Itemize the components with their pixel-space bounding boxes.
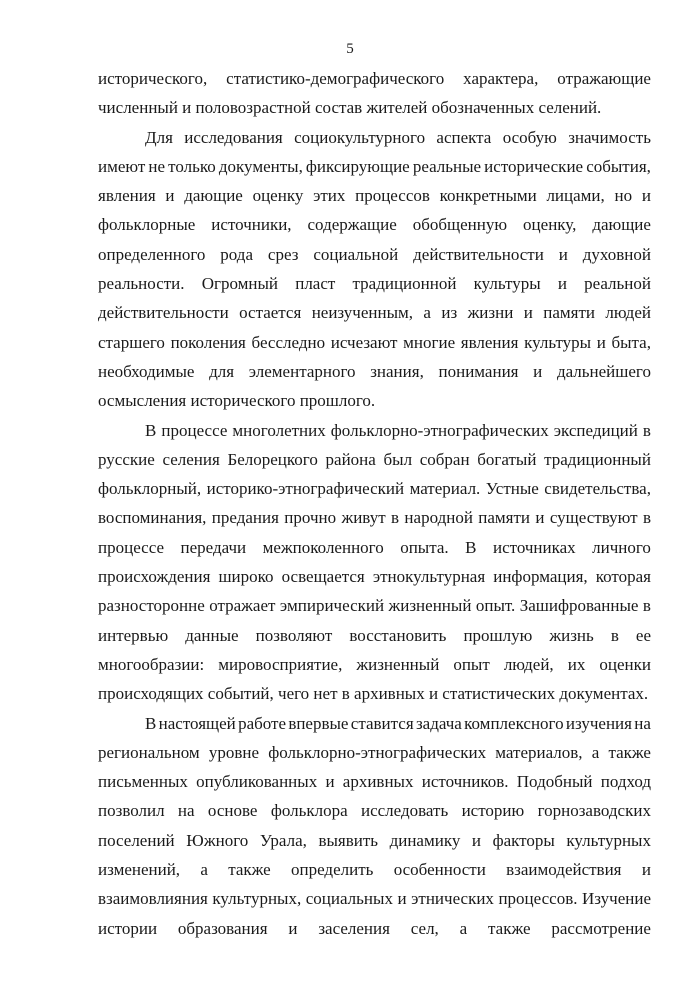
word: позволил xyxy=(98,801,165,821)
word: взаимовлияния xyxy=(98,889,208,909)
word: быта, xyxy=(611,332,651,352)
word: подход xyxy=(600,772,651,792)
word: понимания xyxy=(438,361,519,381)
word: а xyxy=(423,303,431,323)
text-line xyxy=(98,767,651,796)
text-line xyxy=(98,445,651,474)
word: памяти xyxy=(478,508,531,528)
word: В xyxy=(145,420,157,440)
word: аспекта xyxy=(436,127,492,147)
word: культуры xyxy=(473,274,541,294)
word: В xyxy=(145,713,157,733)
word: живут xyxy=(341,508,386,528)
word: а xyxy=(200,860,208,880)
word: процессе xyxy=(161,420,228,440)
word: опыт. xyxy=(475,596,516,616)
word: рода xyxy=(220,244,254,264)
word: личного xyxy=(592,537,651,557)
word: региональном xyxy=(98,742,200,762)
word: воспоминания, xyxy=(98,508,207,528)
word: историю xyxy=(461,801,525,821)
word: основе xyxy=(207,801,258,821)
word: остается xyxy=(239,303,302,323)
text-line xyxy=(98,562,651,591)
word: в xyxy=(610,625,619,645)
word: документы, xyxy=(218,156,303,176)
word: восстановить xyxy=(349,625,447,645)
word: определить xyxy=(291,860,374,880)
word: фольклорно-этнографических xyxy=(330,420,549,440)
text-line xyxy=(98,914,651,943)
word: жизненный xyxy=(356,654,440,674)
word: имеют xyxy=(98,156,146,176)
word: процессов xyxy=(355,186,430,206)
word: события, xyxy=(586,156,651,176)
word: значимость xyxy=(568,127,651,147)
word: реальной xyxy=(584,274,651,294)
word: явления xyxy=(460,332,519,352)
word: этнокультурная xyxy=(372,567,486,587)
word: определенного xyxy=(98,244,206,264)
word: неизученным, xyxy=(311,303,414,323)
word: социальной xyxy=(313,244,399,264)
word: лицами, xyxy=(546,186,605,206)
word: опыт xyxy=(453,654,490,674)
word: источников. xyxy=(421,772,509,792)
text-line xyxy=(98,621,651,650)
word: явления xyxy=(98,186,156,206)
word: рассмотрение xyxy=(551,918,651,938)
text-line xyxy=(98,738,651,767)
word: необходимые xyxy=(98,361,195,381)
word: Для xyxy=(145,127,173,147)
body-text xyxy=(98,64,651,943)
word: работе xyxy=(238,713,287,733)
word: а xyxy=(459,918,468,938)
text-line xyxy=(98,123,651,152)
text-line xyxy=(98,269,651,298)
word: многообразии: xyxy=(98,654,205,674)
word: и xyxy=(641,860,651,880)
word: этнических xyxy=(411,889,494,909)
word: и xyxy=(471,830,482,850)
word: и xyxy=(558,244,568,264)
word: поселений xyxy=(98,830,175,850)
word: данные xyxy=(185,625,239,645)
text-line xyxy=(98,855,651,884)
word: отражающие xyxy=(557,69,651,88)
word: этих xyxy=(313,186,346,206)
word: существуют xyxy=(549,508,638,528)
word: района xyxy=(325,449,376,469)
word: задача xyxy=(415,713,462,733)
word: реальности. xyxy=(98,274,185,294)
word: из xyxy=(441,303,458,323)
word: социокультурного xyxy=(294,127,426,147)
word: селения xyxy=(162,449,220,469)
word: действительности xyxy=(413,244,544,264)
word: богатый xyxy=(477,449,537,469)
word: Южного xyxy=(186,830,249,850)
word: предания xyxy=(211,508,279,528)
text-line xyxy=(98,826,651,855)
word: которая xyxy=(595,567,651,587)
word: опыта. xyxy=(400,537,449,557)
text-line xyxy=(98,709,651,738)
word: русские xyxy=(98,449,155,469)
word: жизни xyxy=(467,303,514,323)
word: памяти xyxy=(543,303,595,323)
word: ставится xyxy=(350,713,414,733)
word: и xyxy=(325,772,335,792)
word: оценку xyxy=(252,186,304,206)
word: передачи xyxy=(180,537,247,557)
word: исследования xyxy=(184,127,283,147)
word: освещается xyxy=(281,567,365,587)
word: также xyxy=(228,860,271,880)
text-line xyxy=(98,152,651,181)
word: дающие xyxy=(592,215,651,235)
text-line xyxy=(98,503,651,532)
word: реальные xyxy=(412,156,482,176)
word: эмпирический xyxy=(279,596,385,616)
word: материалов, xyxy=(495,742,583,762)
word: и xyxy=(523,303,533,323)
word: многолетних xyxy=(232,420,326,440)
word: оценку, xyxy=(523,215,577,235)
word: и xyxy=(165,186,175,206)
word: статистико-демографического xyxy=(226,69,445,88)
text-line xyxy=(98,328,651,357)
page-number: 5 xyxy=(346,41,354,57)
word: поколения xyxy=(170,332,246,352)
word: культурных, xyxy=(212,889,302,909)
word: дальнейшего xyxy=(556,361,651,381)
word: фольклорно-этнографических xyxy=(268,742,487,762)
word: широко xyxy=(218,567,274,587)
word: людей xyxy=(605,303,651,323)
word: и xyxy=(288,918,298,938)
word: В xyxy=(465,537,477,557)
word: фольклора xyxy=(270,801,348,821)
text-line xyxy=(98,210,651,239)
word: выявить xyxy=(318,830,379,850)
word: в xyxy=(642,420,651,440)
word: факторы xyxy=(492,830,555,850)
word: собран xyxy=(419,449,470,469)
word: Зашифрованные xyxy=(519,596,639,616)
word: фиксирующие xyxy=(305,156,410,176)
word: уровне xyxy=(208,742,260,762)
word: для xyxy=(209,361,235,381)
word: динамику xyxy=(389,830,461,850)
word: образования xyxy=(177,918,268,938)
word: в xyxy=(391,508,400,528)
word: старшего xyxy=(98,332,165,352)
text-line xyxy=(98,181,651,210)
word: взаимодействия xyxy=(506,860,622,880)
word: в xyxy=(642,508,651,528)
word: Урала, xyxy=(259,830,307,850)
word: Огромный xyxy=(201,274,279,294)
text-line xyxy=(98,240,651,269)
word: отражает xyxy=(209,596,276,616)
word: и xyxy=(397,889,407,909)
word: настоящей xyxy=(158,713,236,733)
word: прочно xyxy=(284,508,337,528)
word: был xyxy=(383,449,413,469)
word: Изучение xyxy=(582,889,651,909)
text-line xyxy=(98,474,651,503)
word: впервые xyxy=(288,713,349,733)
word: особую xyxy=(502,127,557,147)
word: людей, xyxy=(503,654,554,674)
word: фольклорные xyxy=(98,215,196,235)
word: позволяют xyxy=(255,625,333,645)
word: культурных xyxy=(566,830,651,850)
word: культуры xyxy=(524,332,592,352)
word: характера, xyxy=(463,69,539,88)
word: экспедиций xyxy=(553,420,638,440)
word: исторического, xyxy=(98,69,208,88)
paragraph xyxy=(98,123,651,416)
word: и xyxy=(557,274,567,294)
word: их xyxy=(567,654,586,674)
word: источники, xyxy=(211,215,292,235)
word: процессе xyxy=(98,537,165,557)
word: межпоколенного xyxy=(262,537,384,557)
word: и xyxy=(533,361,543,381)
word: письменных xyxy=(98,772,188,792)
word: духовной xyxy=(582,244,651,264)
text-line xyxy=(98,796,651,825)
word: оценки xyxy=(599,654,651,674)
word: пласт xyxy=(295,274,336,294)
word: жизненный xyxy=(388,596,472,616)
word: свидетельства, xyxy=(544,479,651,499)
text-line xyxy=(98,298,651,327)
word: информация, xyxy=(493,567,588,587)
word: заселения xyxy=(318,918,390,938)
word: и xyxy=(596,332,606,352)
word: также xyxy=(608,742,651,762)
word: а xyxy=(591,742,600,762)
word: материал. xyxy=(409,479,481,499)
word: и xyxy=(535,508,545,528)
text-line xyxy=(98,650,651,679)
text-line xyxy=(98,416,651,445)
word: процессов. xyxy=(498,889,578,909)
word: знания, xyxy=(370,361,424,381)
word: Устные xyxy=(485,479,539,499)
word: архивных xyxy=(342,772,414,792)
word: Белорецкого xyxy=(227,449,318,469)
word: но xyxy=(614,186,633,206)
word: традиционной xyxy=(352,274,457,294)
word: исторические xyxy=(484,156,584,176)
text-line xyxy=(98,884,651,913)
word: в xyxy=(642,596,651,616)
word: традиционный xyxy=(544,449,651,469)
text-line xyxy=(98,533,651,562)
word: жизнь xyxy=(549,625,594,645)
word: сел, xyxy=(410,918,439,938)
word: изменений, xyxy=(98,860,181,880)
text-line xyxy=(98,357,651,386)
word: истории xyxy=(98,918,158,938)
word: мировосприятие, xyxy=(218,654,343,674)
word: социальных xyxy=(305,889,393,909)
word: источниках xyxy=(492,537,576,557)
word: народной xyxy=(404,508,473,528)
word: многие xyxy=(403,332,456,352)
word: действительности xyxy=(98,303,229,323)
text-line xyxy=(98,64,651,93)
word: разносторонне xyxy=(98,596,205,616)
word: также xyxy=(488,918,531,938)
text-line: осмысления исторического прошлого. xyxy=(98,391,376,411)
word: Подобный xyxy=(516,772,593,792)
word: опубликованных xyxy=(196,772,318,792)
word: интервью xyxy=(98,625,169,645)
text-line: происходящих событий, чего нет в архивных и статистических документах. xyxy=(98,684,649,704)
word: исследовать xyxy=(360,801,449,821)
paragraph xyxy=(98,416,651,709)
paragraph xyxy=(98,709,651,943)
word: обобщенную xyxy=(412,215,508,235)
word: горнозаводских xyxy=(537,801,651,821)
paragraph xyxy=(98,64,651,123)
word: происхождения xyxy=(98,567,211,587)
word: конкретными xyxy=(439,186,537,206)
word: дающие xyxy=(184,186,243,206)
word: на xyxy=(634,713,651,733)
word: особенности xyxy=(393,860,486,880)
word: не xyxy=(148,156,166,176)
word: ее xyxy=(635,625,651,645)
word: изучения xyxy=(565,713,632,733)
word: срез xyxy=(267,244,299,264)
word: бесследно xyxy=(251,332,326,352)
word: историко-этнографический xyxy=(206,479,405,499)
word: прошлую xyxy=(463,625,533,645)
word: комплексного xyxy=(464,713,564,733)
word: исчезают xyxy=(330,332,398,352)
word: и xyxy=(641,186,651,206)
word: элементарного xyxy=(248,361,356,381)
word: на xyxy=(177,801,195,821)
text-line: численный и половозрастной состав жителей обозначенных селений. xyxy=(98,98,602,118)
word: фольклорный, xyxy=(98,479,202,499)
text-line xyxy=(98,591,651,620)
word: только xyxy=(168,156,216,176)
word: содержащие xyxy=(307,215,397,235)
